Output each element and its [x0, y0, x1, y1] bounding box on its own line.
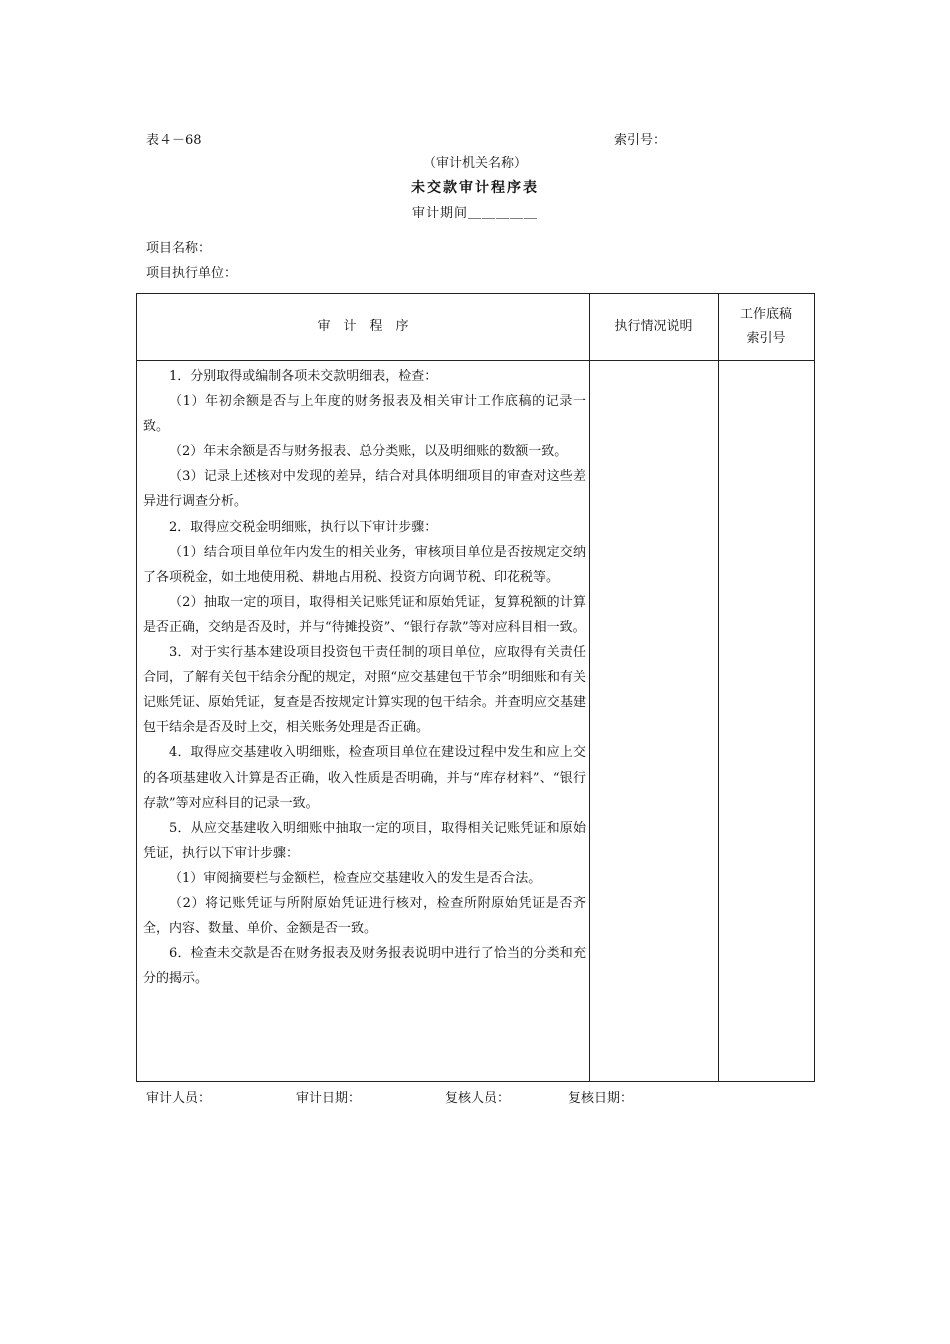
- procedure-item: 3．对于实行基本建设项目投资包干责任制的项目单位，应取得有关责任合同，了解有关包干结余分配的规定，对照“应交基建包干节余”明细账和有关记账凭证、原始凭证，复查是否按规定计算实现的包干结余。并查明应交基建包干结余是否及时上交，相关账务处理是否正确。: [143, 645, 586, 736]
- footer-audit-date-label: 审计日期：: [296, 1091, 362, 1106]
- project-name-label: 项目名称：: [146, 241, 212, 256]
- footer-reviewer-label: 复核人员：: [445, 1091, 511, 1106]
- column-header-workpaper-index: [718, 294, 814, 360]
- document-title: 未交款审计程序表: [411, 180, 539, 196]
- footer-review-date-label: 复核日期：: [568, 1091, 634, 1106]
- column-header-procedure: [137, 294, 589, 360]
- column-header-workpaper-line1: 工作底稿: [739, 307, 792, 322]
- column-divider: [589, 294, 590, 1081]
- procedure-item: 1．分别取得或编制各项未交款明细表，检查：: [169, 369, 438, 384]
- procedure-item: （2）年末余额是否与财务报表、总分类账，以及明细账的数额一致。: [169, 444, 568, 460]
- audit-procedure-table: [136, 293, 815, 1082]
- procedure-item: （1）结合项目单位年内发生的相关业务，审核项目单位是否按规定交纳了各项税金，如土地使用税、耕地占用税、投资方向调节税、印花税等。: [143, 544, 586, 585]
- project-unit-label: 项目执行单位：: [146, 266, 238, 281]
- procedure-item: 6．检查未交款是否在财务报表及财务报表说明中进行了恰当的分类和充分的揭示。: [143, 946, 586, 987]
- table-number-label: 表４－68: [146, 133, 202, 148]
- footer-auditor-label: 审计人员：: [146, 1091, 212, 1106]
- procedure-item: （2）抽取一定的项目，取得相关记账凭证和原始凭证，复算税额的计算是否正确，交纳是否及时，并与“待摊投资”、“银行存款”等对应科目相一致。: [143, 594, 586, 635]
- column-header-execution-text: 执行情况说明: [614, 319, 693, 334]
- column-header-procedure-text: 审 计 程 序: [317, 319, 409, 334]
- procedure-item: （3）记录上述核对中发现的差异，结合对具体明细项目的审查对这些差异进行调查分析。: [143, 469, 586, 510]
- procedure-item: （2）将记账凭证与所附原始凭证进行核对，检查所附原始凭证是否齐全，内容、数量、单价、金额是否一致。: [143, 895, 586, 937]
- procedure-item: 4．取得应交基建收入明细账，检查项目单位在建设过程中发生和应上交的各项基建收入计算是否正确，收入性质是否明确，并与“库存材料”、“银行存款”等对应科目的记录一致。: [143, 745, 586, 811]
- header-divider: [137, 360, 814, 361]
- audit-period-label: 审计期间＿＿＿＿＿: [411, 206, 538, 221]
- procedure-item: （1）年初余额是否与上年度的财务报表及相关审计工作底稿的记录一致。: [143, 394, 586, 435]
- audit-organization-name: （审计机关名称）: [422, 156, 527, 171]
- column-divider: [718, 294, 719, 1081]
- procedure-item: 2．取得应交税金明细账，执行以下审计步骤：: [169, 519, 438, 535]
- procedure-item: 5．从应交基建收入明细账中抽取一定的项目，取得相关记账凭证和原始凭证，执行以下审计步骤：: [143, 820, 586, 861]
- procedure-list: [143, 364, 586, 991]
- index-number-label: 索引号：: [614, 133, 667, 148]
- column-header-workpaper-line2: 索引号: [746, 331, 786, 346]
- procedure-item: （1）审阅摘要栏与金额栏，检查应交基建收入的发生是否合法。: [169, 870, 542, 886]
- column-header-execution: [589, 294, 718, 360]
